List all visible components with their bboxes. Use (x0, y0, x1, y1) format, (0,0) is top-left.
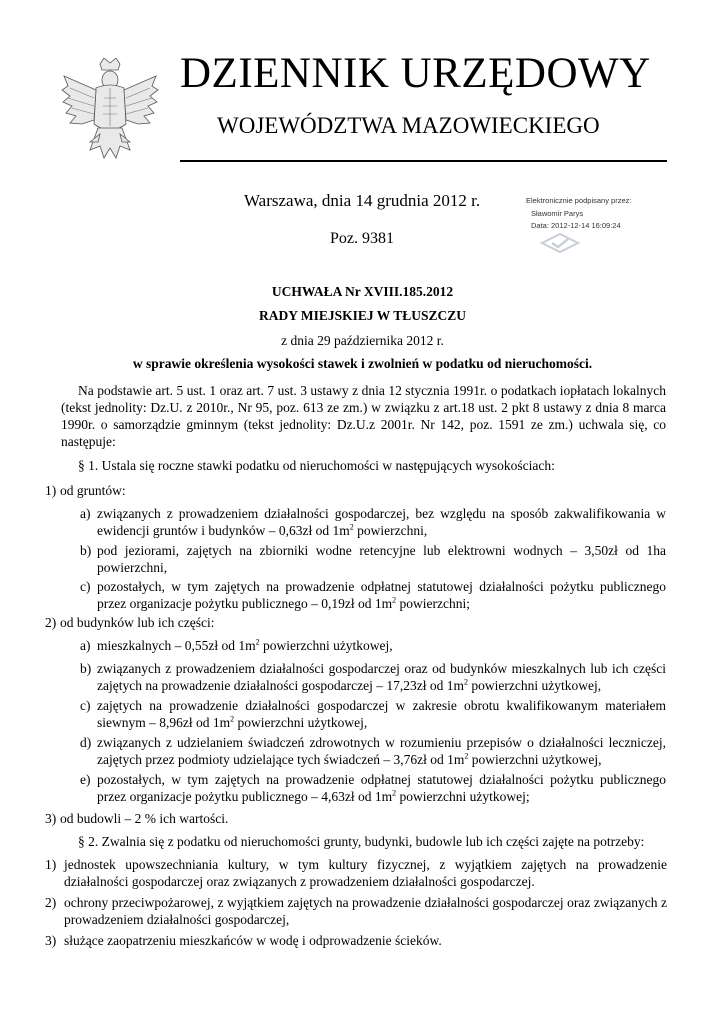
list-item (80, 505, 666, 539)
signature-date: Data: 2012-12-14 16:09:24 (531, 221, 621, 230)
electronic-signature (526, 196, 656, 260)
signer-name: Sławomir Parys (531, 209, 584, 218)
item-label: 1) (45, 483, 57, 498)
item-text: pozostałych, w tym zajętych na prowadzenie odpłatnej statutowej działalności pożytku publicznego przez organizacje pożytku publicznego – 4,63zł od $1m^2$ powierzchni użytkowej; (97, 772, 666, 804)
list-item (45, 810, 667, 827)
list-item (45, 856, 667, 890)
publication-date: Warszawa, dnia 14 grudnia 2012 r. (244, 191, 481, 210)
item-label: b) (80, 543, 92, 558)
item-text: pod jeziorami, zajętych na zbiorniki wodne retencyjne lub elektrowni wodnych – 3,50zł od 1ha powierzchni, (97, 543, 666, 575)
item-label: c) (80, 579, 91, 594)
item-text: służące zaopatrzeniu mieszkańców w wodę i odprowadzenie ścieków. (64, 933, 442, 948)
list-item (45, 932, 667, 949)
list-item (45, 894, 667, 928)
item-text: związanych z prowadzeniem działalności gospodarczej, bez względu na sposób zakwalifikowania w ewidencji gruntów i budynków – 0,63zł od $1m^2$ powierzchni, (97, 506, 666, 538)
item-label: 3) (45, 811, 57, 826)
item-text: od gruntów: (60, 483, 126, 498)
list-item (80, 697, 666, 731)
item-label: 1) (45, 857, 57, 872)
header-divider (180, 160, 667, 162)
publication-subtitle: WOJEWÓDZTWA MAZOWIECKIEGO (217, 113, 600, 138)
item-text: od budowli – 2 % ich wartości. (60, 811, 229, 826)
item-text: pozostałych, w tym zajętych na prowadzenie odpłatnej statutowej działalności pożytku publicznego przez organizacje pożytku publicznego – 0,19zł od $1m^2$ powierzchni; (97, 579, 666, 611)
item-text: ochrony przeciwpożarowej, z wyjątkiem zajętych na prowadzenie działalności gospodarczej oraz związanych z prowadzeniem działalności gospodarczej, (64, 895, 667, 927)
item-label: b) (80, 661, 92, 676)
resolution-council: RADY MIEJSKIEJ W TŁUSZCZU (259, 308, 466, 323)
item-label: 2) (45, 895, 57, 910)
item-text: zajętych na prowadzenie działalności gospodarczej w zakresie obrotu kwalifikowanym materiałem siewnym – 8,96zł od $1m^2$ powierzchni użytkowej, (97, 698, 666, 730)
resolution-number: UCHWAŁA Nr XVIII.185.2012 (271, 284, 454, 299)
signature-label: Elektronicznie podpisany przez: (526, 196, 632, 205)
item-label: c) (80, 698, 91, 713)
list-item (80, 578, 666, 612)
resolution-subject: w sprawie określenia wysokości stawek i zwolnień w podatku od nieruchomości. (132, 356, 593, 371)
list-item (45, 482, 667, 499)
item-label: d) (80, 735, 92, 750)
item-text: jednostek upowszechniania kultury, w tym kultury fizycznej, z wyjątkiem zajętych na prowadzenie działalności gospodarczej oraz związanych z prowadzeniem działalności gospodarczej. (64, 857, 667, 889)
publication-title: DZIENNIK URZĘDOWY (180, 50, 651, 97)
list-item (80, 542, 666, 576)
item-text: związanych z prowadzeniem działalności gospodarczej oraz od budynków mieszkalnych lub ich części zajętych na prowadzenie działalności gospodarczej – 17,23zł od $1m^2$ powierzchni użytkowej, (97, 661, 666, 693)
section-2-intro: § 2. Zwalnia się z podatku od nieruchomości grunty, budynki, budowle lub ich części zajęte na potrzeby: (78, 834, 645, 849)
eagle-emblem-icon (60, 58, 160, 170)
item-label: a) (80, 506, 91, 521)
item-label: e) (80, 772, 91, 787)
item-label: 3) (45, 933, 57, 948)
list-item (80, 771, 666, 805)
preamble: Na podstawie art. 5 ust. 1 oraz art. 7 ust. 3 ustawy z dnia 12 stycznia 1991r. o podatkach iopłatach lokalnych (tekst jednolity: Dz.U. z 2010r., Nr 95, poz. 613 ze zm.) w związku z art.18 ust. 2 pkt 8 ustawy z dnia 8 marca 1990r. o samorządzie gminnym (tekst jednolity: Dz.U.z 2001r. Nr 142, poz. 1591 ze zm.) uchwala się, co następuje: (61, 383, 666, 449)
item-text: związanych z udzielaniem świadczeń zdrowotnych w rozumieniu przepisów o działalności leczniczej, zajętych przez podmioty udzielające tych świadczeń – 3,76zł od $1m^2$ powierzchni użytkowej, (97, 735, 666, 767)
item-label: 2) (45, 615, 57, 630)
item-text: od budynków lub ich części: (60, 615, 215, 630)
item-label: a) (80, 638, 91, 653)
signature-check-icon (540, 232, 580, 254)
list-item (80, 637, 666, 654)
resolution-date: z dnia 29 października 2012 r. (281, 333, 444, 348)
list-item (80, 734, 666, 768)
list-item (45, 614, 667, 631)
position-number: Poz. 9381 (330, 230, 394, 247)
section-1-intro: § 1. Ustala się roczne stawki podatku od nieruchomości w następujących wysokościach: (78, 458, 555, 473)
list-item (80, 660, 666, 694)
item-text: mieszkalnych – 0,55zł od $1m^2$ powierzchni użytkowej, (97, 637, 393, 653)
